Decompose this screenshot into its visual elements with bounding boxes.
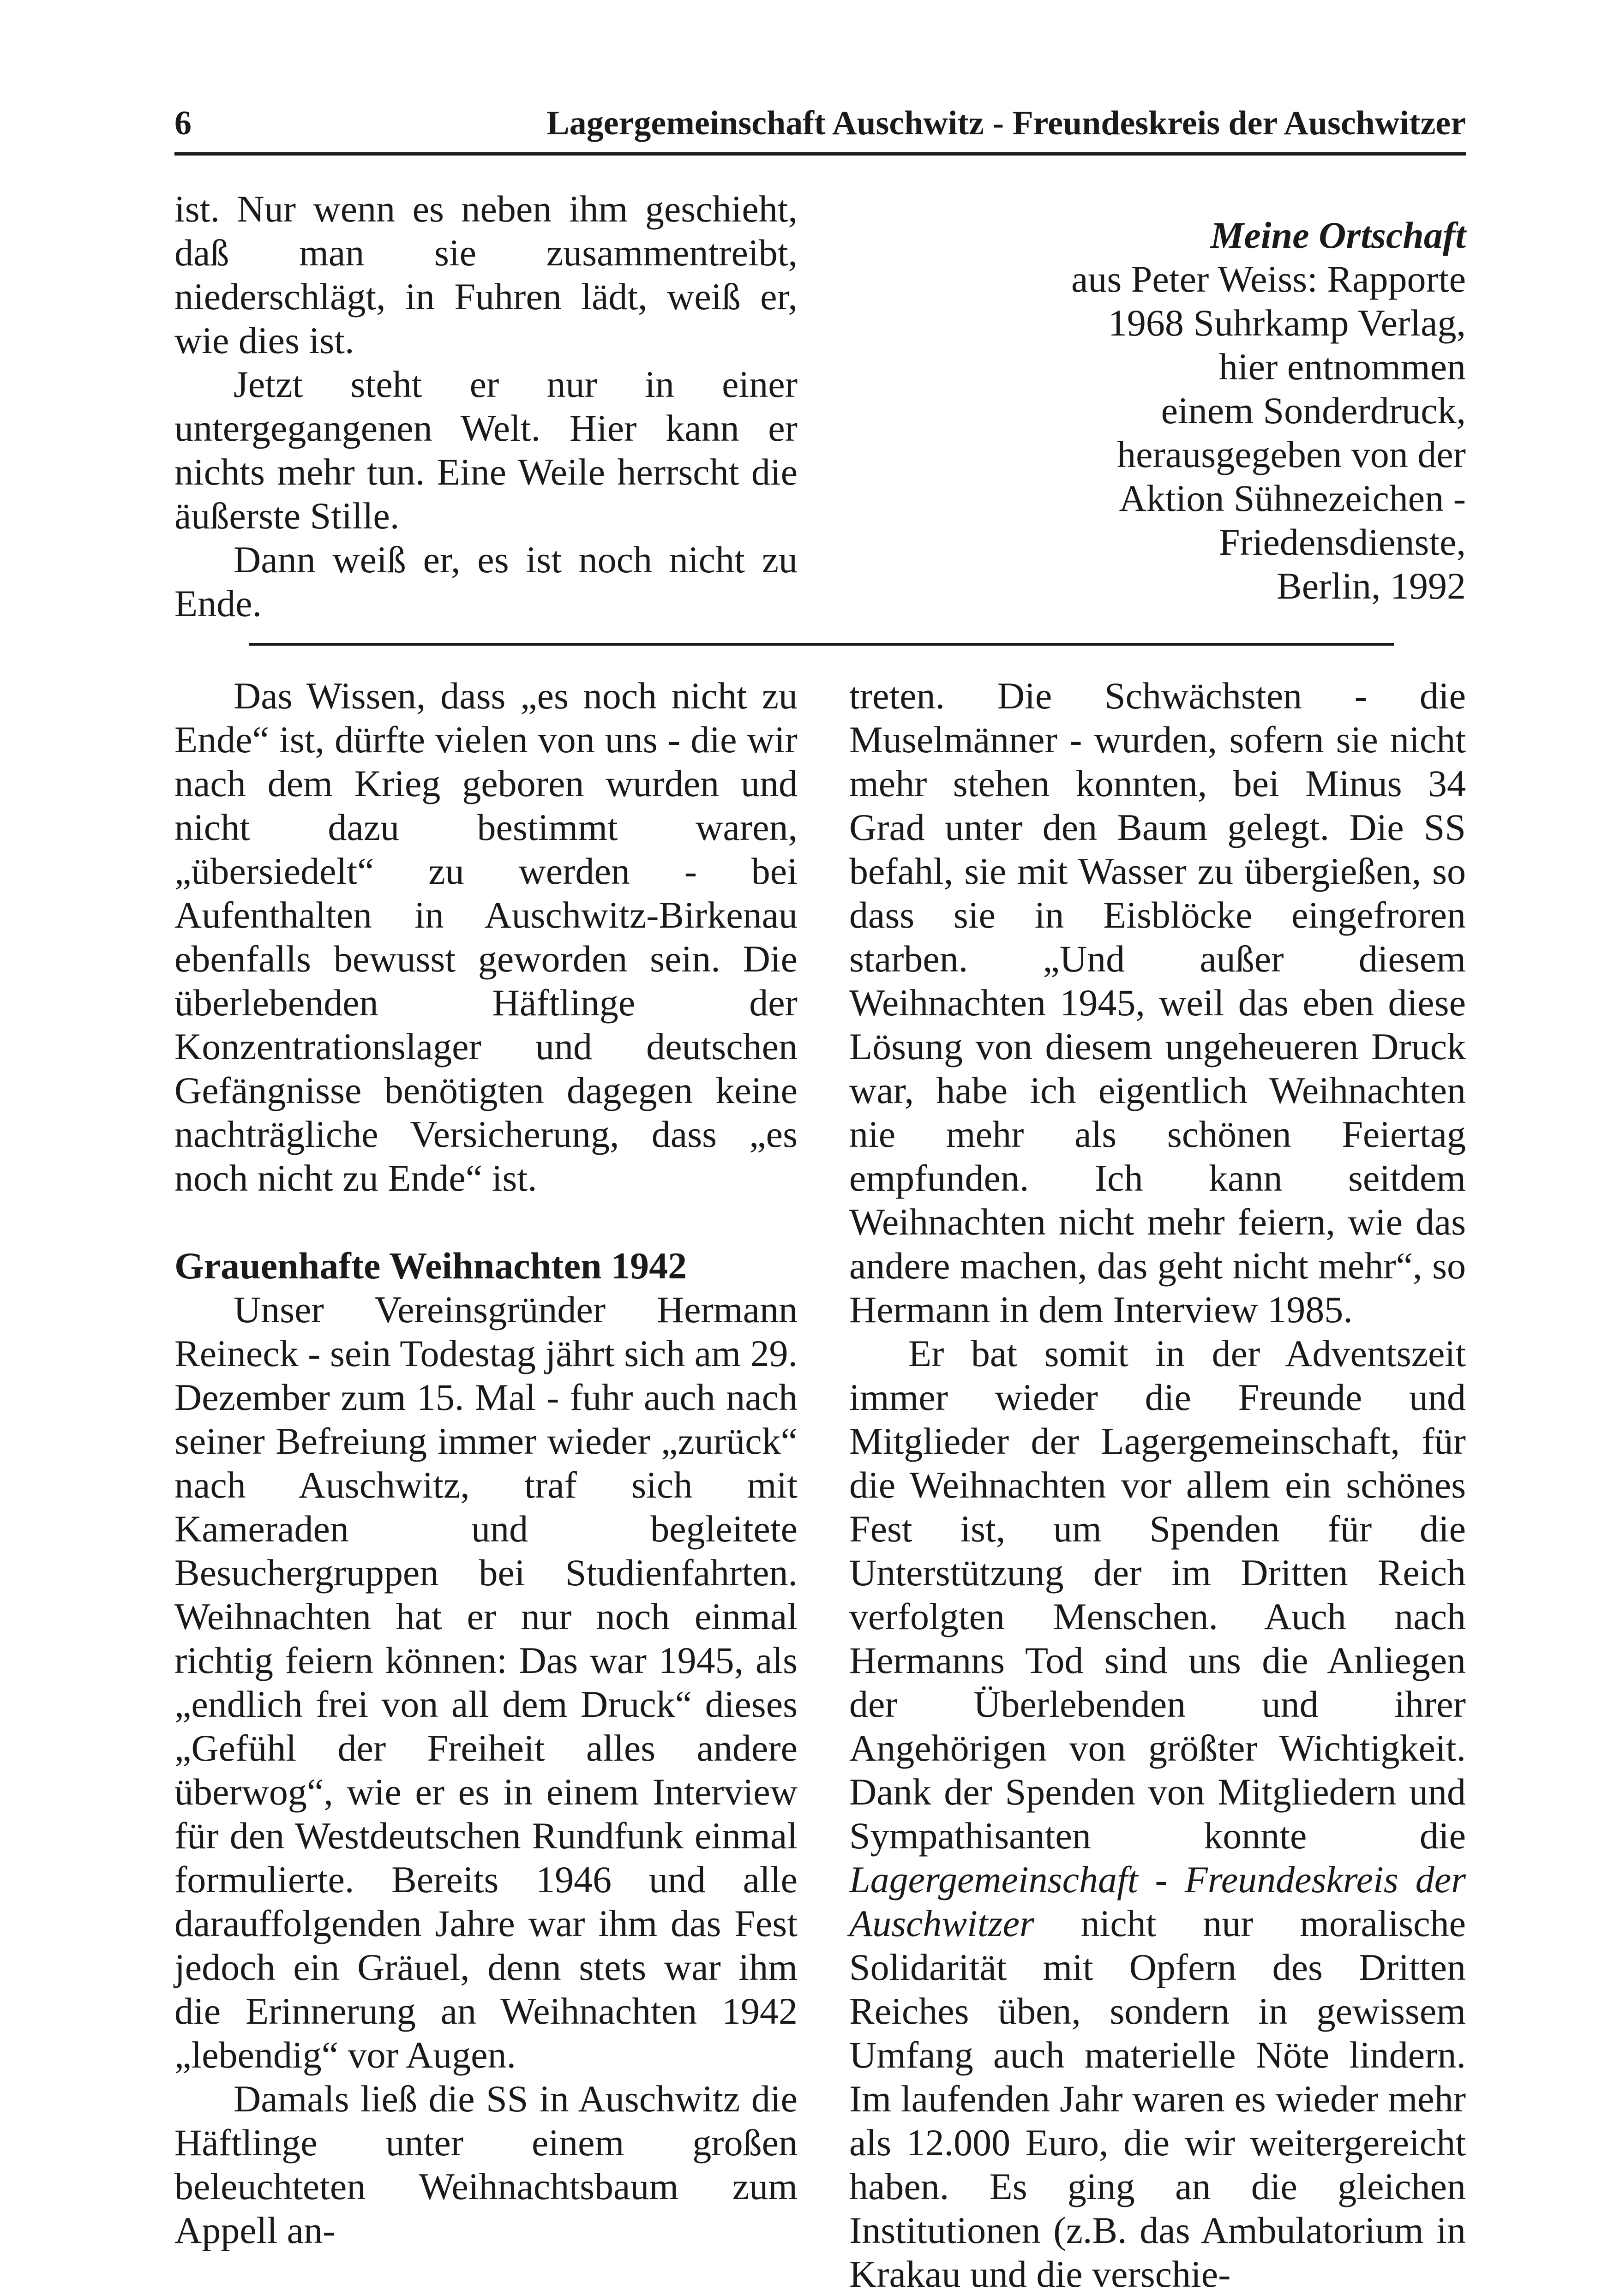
citation-line: 1968 Suhrkamp Verlag, <box>1108 302 1466 344</box>
citation-line: aus Peter Weiss: Rapporte <box>1071 258 1466 300</box>
page-number: 6 <box>174 104 192 142</box>
header-rule <box>174 152 1466 156</box>
paragraph: Dann weiß er, es ist noch nicht zu Ende. <box>174 539 798 624</box>
spacer <box>174 1200 798 1244</box>
section-heading: Grauenhafte Weihnachten 1942 <box>174 1245 687 1287</box>
paragraph <box>849 1331 1466 2296</box>
bottom-left-column <box>174 674 798 2252</box>
running-title: Lagergemeinschaft Auschwitz - Freundeskreis der Auschwitzer <box>546 104 1466 142</box>
section-divider <box>249 643 1394 646</box>
citation-line: herausgegeben von der <box>1117 433 1466 475</box>
citation-line: Berlin, 1992 <box>1277 565 1466 607</box>
paragraph: Das Wissen, dass „es noch nicht zu Ende“ ist, dürfte vielen von uns - die wir nach dem Krieg geboren wurden und nicht dazu bestimmt waren, „übersiedelt“ zu werden - bei Aufenthalten in Auschwitz-Birkenau ebenfalls bewusst geworden sein. Die überlebenden Häftlinge der Konzentrationslager und deutschen Gefängnisse benötigten dagegen keine nachträgliche Versicherung, dass „es noch nicht zu Ende“ ist. <box>174 675 798 1199</box>
bottom-right-column <box>849 674 1466 2296</box>
citation-line: hier entnommen <box>1218 346 1466 388</box>
paragraph-text: Er bat somit in der Adventszeit immer wieder die Freunde und Mitglieder der Lagergemeinschaft, für die Weihnachten vor allem ein schönes Fest ist, um Spenden für die Unterstützung der im Dritten Reich verfolgten Menschen. Auch nach Hermanns Tod sind uns die Anliegen der Überlebenden und ihrer Angehörigen von größter Wichtigkeit. Dank der Spenden von Mitgliedern und Sympathisanten konnte die <box>849 1332 1466 1857</box>
paragraph: Damals ließ die SS in Auschwitz die Häftlinge unter einem großen beleuchteten Weihnachtsbaum zum Appell an- <box>174 2078 798 2251</box>
top-left-column <box>174 187 798 625</box>
page-header <box>174 104 1466 145</box>
citation-line: Friedensdienste, <box>1218 521 1466 563</box>
citation-line: Aktion Sühnezeichen - <box>1119 477 1466 519</box>
poem-title: Meine Ortschaft <box>1210 214 1466 256</box>
citation-line: einem Sonderdruck, <box>1161 390 1466 432</box>
source-citation <box>895 213 1466 608</box>
paragraph: Unser Vereinsgründer Hermann Reineck - sein Todestag jährt sich am 29. Dezember zum 15. Mal - fuhr auch nach seiner Befreiung immer wieder „zurück“ nach Auschwitz, traf sich mit Kameraden und begleitete Besuchergruppen bei Studienfahrten. Weihnachten hat er nur noch einmal richtig feiern können: Das war 1945, als „endlich frei von all dem Druck“ dieses „Gefühl der Freiheit alles andere überwog“, wie er es in einem Interview für den Westdeutschen Rundfunk einmal formulierte. Bereits 1946 und alle darauffolgenden Jahre war ihm das Fest jedoch ein Gräuel, denn stets war ihm die Erinnerung an Weihnachten 1942 „lebendig“ vor Augen. <box>174 1289 798 2076</box>
paragraph: ist. Nur wenn es neben ihm geschieht, daß man sie zusammentreibt, niederschlägt, in Fuhren lädt, weiß er, wie dies ist. <box>174 188 798 361</box>
paragraph: Jetzt steht er nur in einer untergegangenen Welt. Hier kann er nichts mehr tun. Eine Weile herrscht die äußerste Stille. <box>174 363 798 537</box>
paragraph: treten. Die Schwächsten - die Muselmänner - wurden, sofern sie nicht mehr stehen konnten, bei Minus 34 Grad unter den Baum gelegt. Die SS befahl, sie mit Wasser zu übergießen, so dass sie in Eisblöcke eingefroren starben. „Und außer diesem Weihnachten 1945, weil das eben diese Lösung von diesem ungeheueren Druck war, habe ich eigentlich Weihnachten nie mehr als schönen Feiertag empfunden. Ich kann seitdem Weihnachten nicht mehr feiern, wie das andere machen, das geht nicht mehr“, so Hermann in dem Interview 1985. <box>849 675 1466 1331</box>
organization-name: Lagergemeinschaft - Freundeskreis der Auschwitzer <box>849 1858 1466 1944</box>
paragraph-text: nicht nur moralische Solidarität mit Opfern des Dritten Reiches üben, sondern in gewissem Umfang auch materielle Nöte lindern. Im laufenden Jahr waren es wieder mehr als 12.000 Euro, die wir weitergereicht haben. Es ging an die gleichen Institutionen (z.B. das Ambulatorium in Krakau und die verschie- <box>849 1902 1466 2295</box>
